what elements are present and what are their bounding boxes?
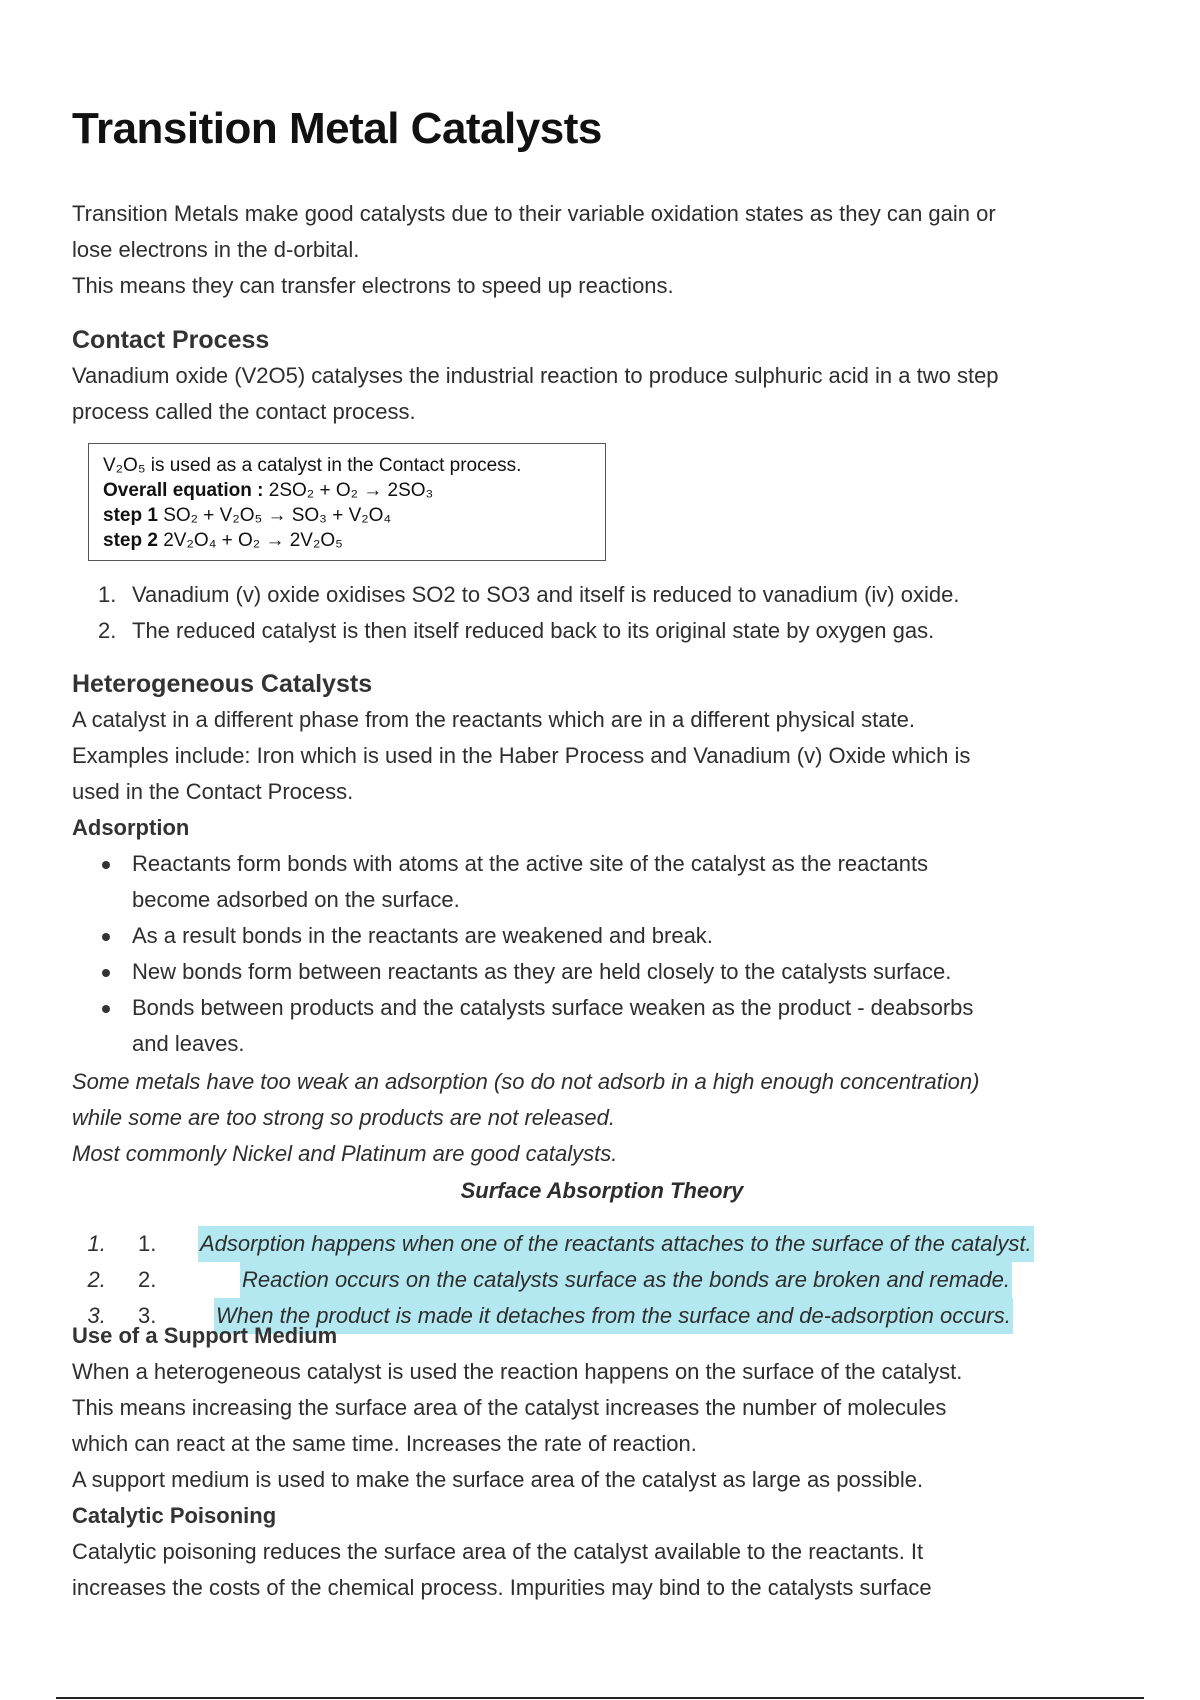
equation-box xyxy=(88,443,606,561)
list-number: 1. xyxy=(98,582,117,607)
list-text: The reduced catalyst is then itself reduced back to its original state by oxygen gas. xyxy=(132,618,935,643)
surface-theory-title: Surface Absorption Theory xyxy=(460,1178,744,1203)
hetero-line: used in the Contact Process. xyxy=(72,779,354,804)
note-line: Some metals have too weak an adsorption (so do not adsorb in a high enough concentration) xyxy=(72,1069,980,1094)
contact-line: Vanadium oxide (V2O5) catalyses the industrial reaction to produce sulphuric acid in a two step xyxy=(72,363,999,388)
adsorption-bullets xyxy=(72,846,973,1062)
note-line: while some are too strong so products are not released. xyxy=(72,1105,615,1130)
list-text: Vanadium (v) oxide oxidises SO2 to SO3 and itself is reduced to vanadium (iv) oxide. xyxy=(132,582,960,607)
list-text: Reactants form bonds with atoms at the active site of the catalyst as the reactants xyxy=(132,851,929,876)
hetero-heading: Heterogeneous Catalysts xyxy=(72,670,373,698)
support-line: which can react at the same time. Increases the rate of reaction. xyxy=(72,1431,697,1456)
highlighted-text: When the product is made it detaches from the surface and de-adsorption occurs. xyxy=(214,1298,1013,1334)
intro-paragraph xyxy=(72,196,996,304)
list-text: Bonds between products and the catalysts surface weaken as the product - deabsorbs xyxy=(132,995,974,1020)
list-item xyxy=(72,954,973,990)
intro-line: Transition Metals make good catalysts due to their variable oxidation states as they can gain or xyxy=(72,201,996,226)
support-line: This means increasing the surface area of the catalyst increases the number of molecules xyxy=(72,1395,947,1420)
support-line: When a heterogeneous catalyst is used the reaction happens on the surface of the catalyst. xyxy=(72,1359,963,1384)
list-text: and leaves. xyxy=(132,1031,245,1056)
support-section xyxy=(72,1318,962,1606)
bullet-dot xyxy=(102,861,110,869)
step1-equation xyxy=(103,503,591,528)
bullet-dot xyxy=(102,933,110,941)
list-item xyxy=(72,990,973,1062)
equation-intro: V₂O₅ is used as a catalyst in the Contact process. xyxy=(103,455,522,476)
poisoning-heading: Catalytic Poisoning xyxy=(72,1503,277,1528)
support-line: A support medium is used to make the surface area of the catalyst as large as possible. xyxy=(72,1467,924,1492)
list-text: New bonds form between reactants as they are held closely to the catalysts surface. xyxy=(132,959,952,984)
list-number: 1. 1. xyxy=(138,1231,157,1256)
intro-line: This means they can transfer electrons to speed up reactions. xyxy=(72,273,674,298)
note-line: Most commonly Nickel and Platinum are good catalysts. xyxy=(72,1141,618,1166)
list-number: 3. 3. xyxy=(138,1303,157,1328)
bullet-dot xyxy=(102,969,110,977)
overall-equation xyxy=(103,478,591,503)
highlighted-text: Reaction occurs on the catalysts surface as the bonds are broken and remade. xyxy=(240,1262,1012,1298)
list-number: 2. xyxy=(98,618,117,643)
overall-label: Overall equation : xyxy=(103,480,264,501)
hetero-line: A catalyst in a different phase from the reactants which are in a different physical state. xyxy=(72,707,915,732)
list-number: 2. 2. xyxy=(138,1267,157,1292)
list-item xyxy=(72,846,973,918)
poisoning-line: Catalytic poisoning reduces the surface area of the catalyst available to the reactants. It xyxy=(72,1539,924,1564)
step2-eq: 2V₂O₄ + O₂ → 2V₂O₅ xyxy=(163,530,343,551)
footer-divider xyxy=(56,1697,1144,1699)
highlighted-text: Adsorption happens when one of the reactants attaches to the surface of the catalyst. xyxy=(198,1226,1034,1262)
page-title: Transition Metal Catalysts xyxy=(72,104,602,153)
adsorption-notes xyxy=(72,1064,979,1172)
intro-line: lose electrons in the d-orbital. xyxy=(72,237,360,262)
list-item xyxy=(72,613,959,649)
overall-eq: 2SO₂ + O₂ → 2SO₃ xyxy=(268,480,434,501)
step2-label: step 2 xyxy=(103,530,158,551)
poisoning-line: increases the costs of the chemical process. Impurities may bind to the catalysts surface xyxy=(72,1575,932,1600)
support-heading: Use of a Support Medium xyxy=(72,1323,338,1348)
hetero-section xyxy=(72,666,970,846)
list-item xyxy=(112,1226,1172,1262)
bullet-dot xyxy=(102,1005,110,1013)
list-item xyxy=(72,577,959,613)
adsorption-heading: Adsorption xyxy=(72,815,190,840)
contact-heading: Contact Process xyxy=(72,326,270,354)
contact-section xyxy=(72,322,999,430)
hetero-line: Examples include: Iron which is used in the Haber Process and Vanadium (v) Oxide which is xyxy=(72,743,971,768)
contact-steps xyxy=(72,577,959,649)
list-item xyxy=(72,918,973,954)
step1-eq: SO₂ + V₂O₅ → SO₃ + V₂O₄ xyxy=(163,505,392,526)
list-text: become adsorbed on the surface. xyxy=(132,887,460,912)
step2-equation xyxy=(103,528,591,553)
list-item xyxy=(112,1262,1172,1298)
contact-line: process called the contact process. xyxy=(72,399,416,424)
list-text: As a result bonds in the reactants are weakened and break. xyxy=(132,923,713,948)
step1-label: step 1 xyxy=(103,505,158,526)
